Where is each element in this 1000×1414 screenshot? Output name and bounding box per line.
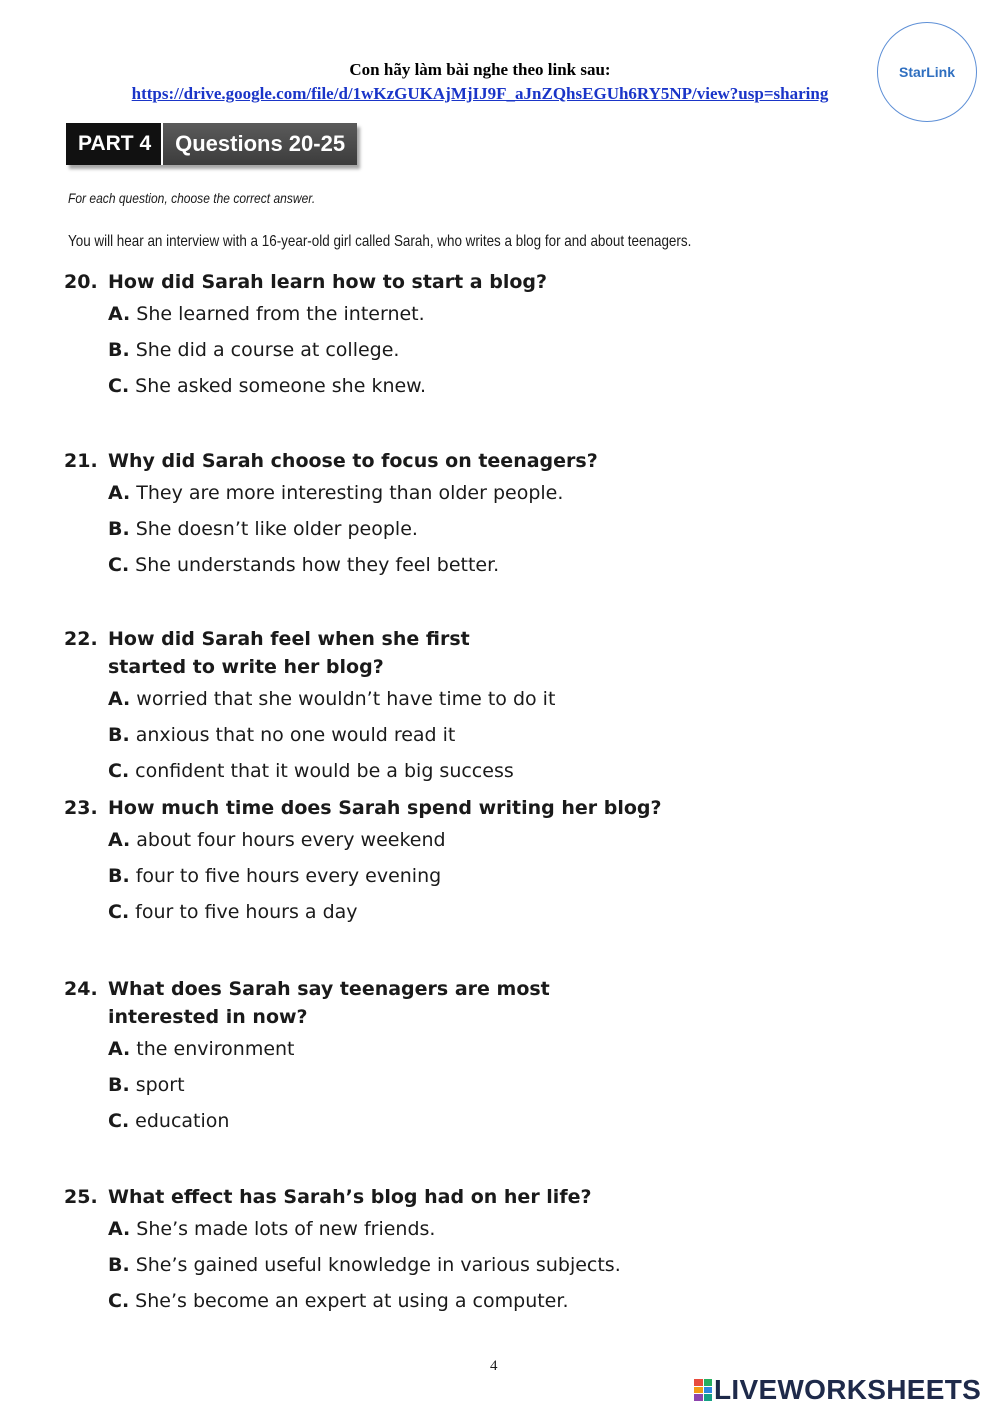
option-c[interactable]: [108, 368, 668, 404]
option-letter: B.: [108, 518, 130, 540]
option-c[interactable]: [108, 753, 555, 789]
option-a[interactable]: [108, 681, 555, 717]
question-25: [64, 1183, 668, 1319]
option-text: confident that it would be a big success: [135, 760, 514, 782]
question-text: How did Sarah feel when she first started to write her blog?: [108, 628, 470, 678]
question-22: [64, 625, 555, 789]
option-a[interactable]: [108, 822, 668, 858]
option-letter: C.: [108, 375, 130, 397]
page-number: 4: [490, 1358, 498, 1374]
option-a[interactable]: [108, 296, 668, 332]
option-letter: A.: [108, 688, 131, 710]
question-text: How did Sarah learn how to start a blog?: [108, 271, 548, 293]
option-letter: B.: [108, 339, 130, 361]
question-20: [64, 268, 668, 404]
option-text: She’s become an expert at using a computer.: [135, 1290, 569, 1312]
option-text: She asked someone she knew.: [135, 375, 427, 397]
option-b[interactable]: [108, 717, 555, 753]
option-text: She did a course at college.: [135, 339, 400, 361]
option-text: four to five hours a day: [135, 901, 358, 923]
option-text: She doesn’t like older people.: [135, 518, 418, 540]
question-number: 22.: [64, 628, 98, 650]
question-24: [64, 975, 638, 1139]
option-letter: B.: [108, 724, 130, 746]
option-b[interactable]: [108, 332, 668, 368]
option-text: four to five hours every evening: [135, 865, 442, 887]
option-letter: A.: [108, 1038, 131, 1060]
option-c[interactable]: [108, 1103, 638, 1139]
option-text: She’s gained useful knowledge in various subjects.: [135, 1254, 621, 1276]
option-text: the environment: [136, 1038, 295, 1060]
starlink-logo: [877, 22, 977, 122]
option-c[interactable]: [108, 894, 668, 930]
option-text: worried that she wouldn’t have time to do it: [136, 688, 556, 710]
question-text: What effect has Sarah’s blog had on her life?: [108, 1186, 592, 1208]
listening-instruction: Con hãy làm bài nghe theo link sau:: [349, 60, 611, 79]
option-text: about four hours every weekend: [136, 829, 446, 851]
liveworksheets-text: LIVEWORKSHEETS: [714, 1374, 982, 1405]
option-letter: C.: [108, 554, 130, 576]
option-text: They are more interesting than older people.: [136, 482, 564, 504]
option-b[interactable]: [108, 858, 668, 894]
interview-description: You will hear an interview with a 16-year-old girl called Sarah, who writes a blog for and about teenagers.: [68, 233, 692, 250]
option-a[interactable]: [108, 475, 668, 511]
option-c[interactable]: [108, 1283, 668, 1319]
option-letter: A.: [108, 482, 131, 504]
option-letter: A.: [108, 829, 131, 851]
question-21: [64, 447, 668, 583]
option-letter: B.: [108, 1254, 130, 1276]
option-letter: A.: [108, 1218, 131, 1240]
option-b[interactable]: [108, 511, 668, 547]
option-text: She understands how they feel better.: [135, 554, 500, 576]
question-text: Why did Sarah choose to focus on teenagers?: [108, 450, 598, 472]
audio-link[interactable]: https://drive.google.com/file/d/1wKzGUKAjMjIJ9F_aJnZQhsEGUh6RY5NP/view?usp=sharing: [131, 84, 829, 103]
question-text: How much time does Sarah spend writing her blog?: [108, 797, 662, 819]
option-text: She learned from the internet.: [136, 303, 425, 325]
option-letter: C.: [108, 1110, 130, 1132]
option-letter: B.: [108, 865, 130, 887]
option-a[interactable]: [108, 1031, 638, 1067]
starlink-logo-text: StarLink: [898, 64, 955, 80]
question-number: 25.: [64, 1186, 98, 1208]
part-header: [66, 123, 357, 165]
part-questions-range: Questions 20-25: [161, 123, 357, 165]
question-number: 23.: [64, 797, 98, 819]
option-letter: B.: [108, 1074, 130, 1096]
option-b[interactable]: [108, 1067, 638, 1103]
question-text: What does Sarah say teenagers are most interested in now?: [108, 978, 550, 1028]
option-letter: A.: [108, 303, 131, 325]
question-23: [64, 794, 668, 930]
option-c[interactable]: [108, 547, 668, 583]
question-number: 24.: [64, 978, 98, 1000]
option-letter: C.: [108, 901, 130, 923]
option-a[interactable]: [108, 1211, 668, 1247]
task-instruction: For each question, choose the correct answer.: [68, 190, 316, 206]
question-number: 21.: [64, 450, 98, 472]
option-b[interactable]: [108, 1247, 668, 1283]
question-number: 20.: [64, 271, 98, 293]
option-text: anxious that no one would read it: [135, 724, 456, 746]
liveworksheets-icon: [694, 1379, 712, 1401]
option-text: sport: [135, 1074, 185, 1096]
part-label: PART 4: [66, 123, 161, 165]
liveworksheets-brand: [694, 1374, 981, 1406]
option-letter: C.: [108, 1290, 130, 1312]
option-text: She’s made lots of new friends.: [136, 1218, 436, 1240]
option-letter: C.: [108, 760, 130, 782]
option-text: education: [135, 1110, 230, 1132]
